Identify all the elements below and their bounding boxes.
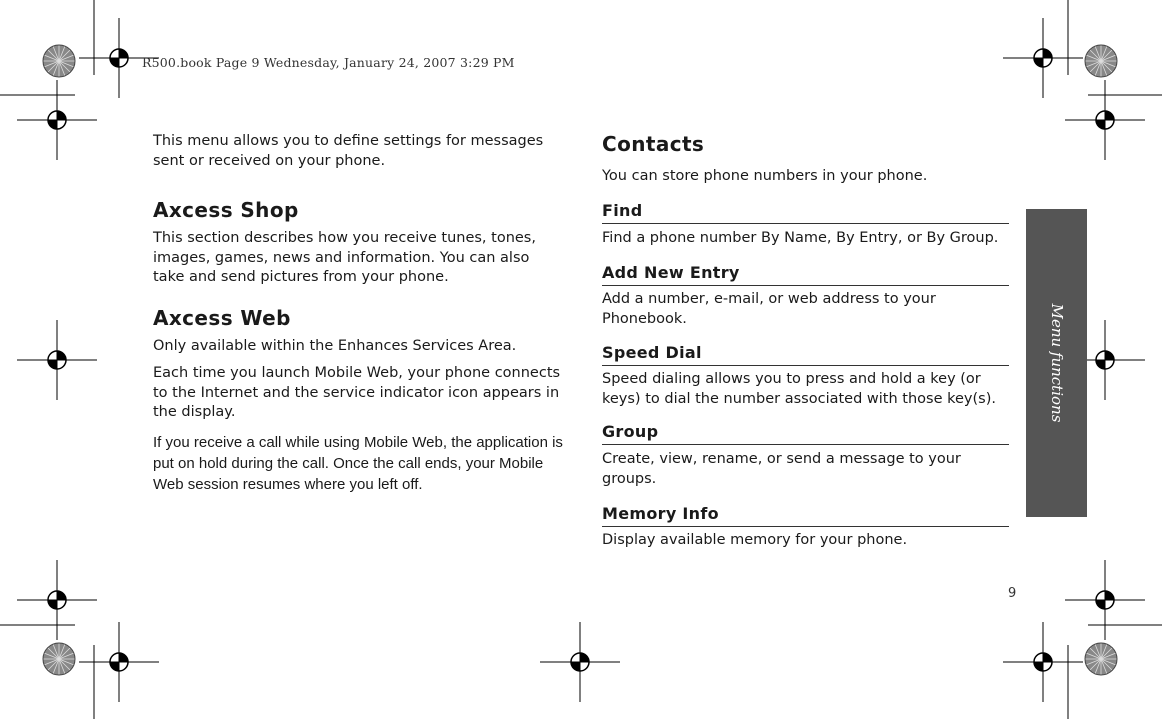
group-heading: Group xyxy=(602,422,1009,445)
find-heading: Find xyxy=(602,201,1009,224)
right-column xyxy=(602,132,1009,551)
chapter-side-tab xyxy=(1026,209,1087,517)
speed-dial-text: Speed dialing allows you to press and hold a key (or keys) to dial the number associated with those key(s). xyxy=(602,371,996,407)
memory-info-text: Display available memory for your phone. xyxy=(602,532,908,548)
add-new-entry-heading: Add New Entry xyxy=(602,263,1009,286)
axcess-shop-heading: Axcess Shop xyxy=(153,198,299,222)
axcess-web-availability: Only available within the Enhances Services Area. xyxy=(153,337,517,354)
group-text: Create, view, rename, or send a message to your groups. xyxy=(602,451,961,487)
add-new-entry-text: Add a number, e-mail, or web address to your Phonebook. xyxy=(602,291,936,327)
axcess-web-launch-text: Each time you launch Mobile Web, your phone connects to the Internet and the service indicator icon appears in the display. xyxy=(153,365,561,420)
left-column xyxy=(153,132,563,495)
find-text: Find a phone number By Name, By Entry, or By Group. xyxy=(602,229,999,246)
book-info-header: R500.book Page 9 Wednesday, January 24, 2007 3:29 PM xyxy=(142,55,515,70)
memory-info-heading: Memory Info xyxy=(602,504,1009,527)
contacts-heading: Contacts xyxy=(602,132,705,156)
chapter-side-tab-label: Menu functions xyxy=(1047,303,1066,423)
intro-paragraph: This menu allows you to define settings for messages sent or received on your phone. xyxy=(153,133,544,169)
axcess-web-call-text: If you receive a call while using Mobile Web, the application is put on hold during the call. Once the call ends, your Mobile Web session resumes where you left off. xyxy=(153,433,563,493)
speed-dial-heading: Speed Dial xyxy=(602,343,1009,366)
page-number: 9 xyxy=(1008,586,1017,601)
axcess-web-heading: Axcess Web xyxy=(153,305,291,330)
contacts-intro: You can store phone numbers in your phone. xyxy=(602,168,928,184)
axcess-shop-text: This section describes how you receive tunes, tones, images, games, news and information. You can also take and send pictures from your phone. xyxy=(153,230,536,285)
